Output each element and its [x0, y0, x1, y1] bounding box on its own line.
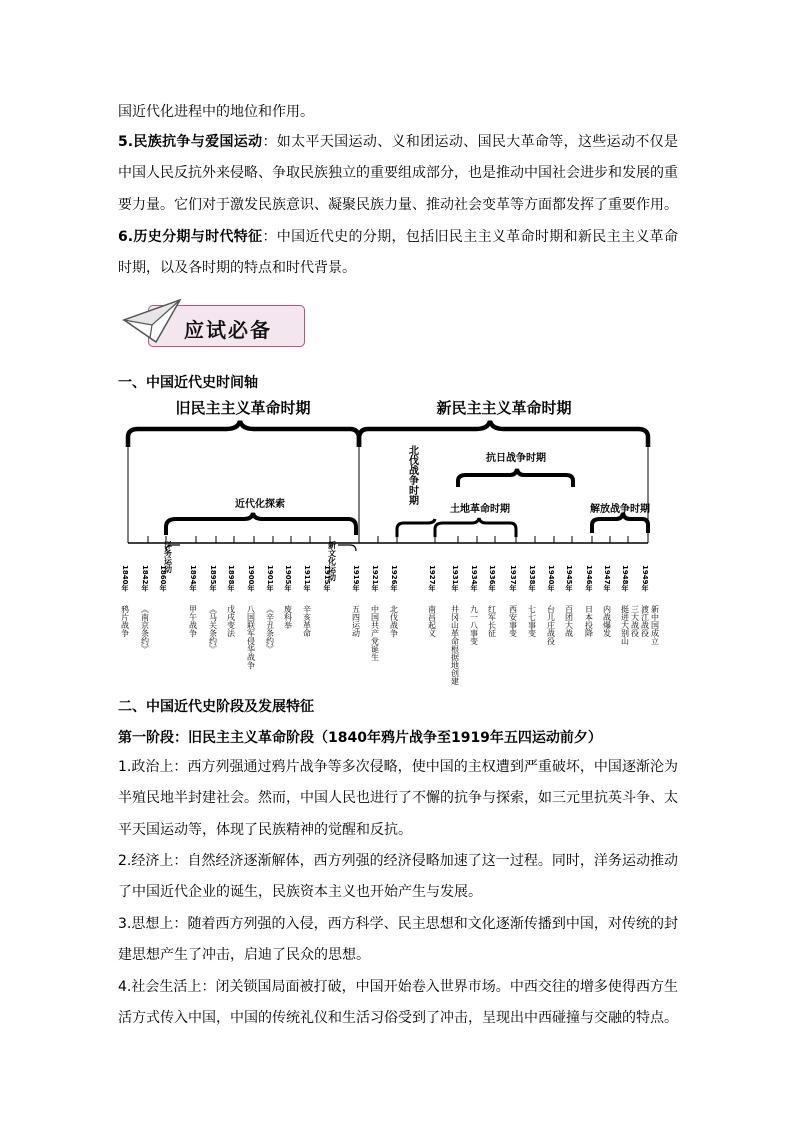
timeline-year-label: 1898年 [227, 565, 235, 592]
new-period-label: 新民主主义革命时期 [436, 399, 572, 417]
timeline-year-label: 1894年 [189, 565, 197, 592]
timeline-year-label: 1911年 [303, 565, 311, 592]
timeline-upper-event: 新文化运动 [327, 541, 337, 581]
timeline-event-label: 台儿庄战役 [546, 605, 556, 645]
stage-1-ideology: 3.思想上：随着西方列强的入侵，西方科学、民主思想和文化逐渐传播到中国，对传统的封建思想产生了冲击，启迪了民众的思想。 [118, 916, 678, 964]
timeline-event-label: 七七事变 [527, 605, 537, 637]
northern-expedition-brace [397, 519, 435, 537]
timeline-event-label: 甲午战争 [188, 605, 198, 637]
timeline-event-label: 百团大战 [564, 605, 574, 637]
timeline-event-label: 内战爆发 [602, 605, 612, 637]
northern-expedition-label: 北伐战争时期 [406, 445, 418, 505]
timeline-event-label: 八国联军侵华战争 [246, 605, 256, 669]
timeline-event-label: 新中国成立 [650, 605, 660, 645]
banner-label: 应试必备 [184, 318, 272, 342]
timeline-figure [110, 395, 670, 690]
stage-1-social-life: 4.社会生活上：闭关锁国局面被打破，中国开始卷入世界市场。中西交往的增多使得西方生活方式传入中国，中国的传统礼仪和生活习俗受到了冲击，呈现出中西碰撞与交融的特点。 [118, 979, 678, 1027]
modernization-brace [166, 513, 356, 535]
item-6-body: ：中国近代史的分期，包括旧民主主义革命时期和新民主主义革命时期，以及各时期的特点和时代背景。 [118, 229, 678, 277]
timeline-year-label: 1949年 [641, 565, 649, 592]
timeline-year-label: 1940年 [547, 565, 555, 592]
timeline-event-label: 西安事变 [508, 605, 518, 637]
anti-japan-brace [458, 469, 573, 487]
timeline-event-label: 辛亥革命 [302, 605, 312, 637]
timeline-event-label: 九一八事变 [469, 605, 479, 645]
timeline-event-label: 鸦片战争 [120, 605, 130, 637]
timeline-event-label: 废科举 [283, 605, 293, 629]
timeline-event-label: 戊戌变法 [226, 605, 236, 637]
timeline-year-label: 1842年 [141, 565, 149, 592]
timeline-year-label: 1900年 [247, 565, 255, 592]
timeline-event-label: 《辛丑条约》 [265, 605, 275, 653]
timeline-year-label: 1927年 [428, 565, 436, 592]
timeline-year-label: 1938年 [528, 565, 536, 592]
stage-1-politics: 1.政治上：西方列强通过鸦片战争等多次侵略，使中国的主权遭到严重破坏，中国逐渐沦为半殖民地半封建社会。然而，中国人民也进行了不懈的抗争与探索，如三元里抗英斗争、太平天国运动等，体现了民族精神的觉醒和反抗。 [118, 759, 678, 838]
timeline-year-label: 1926年 [390, 565, 398, 592]
timeline-event-label: 渡江战役 [640, 605, 650, 637]
timeline-event-label: 挺进大别山 [620, 605, 630, 645]
timeline-year-label: 1905年 [284, 565, 292, 592]
timeline-event-label: 《南京条约》 [140, 605, 150, 653]
liberation-label: 解放战争时期 [590, 504, 650, 515]
new-culture-bracket-right [338, 545, 356, 551]
timeline-year-label: 1948年 [621, 565, 629, 592]
timeline-year-label: 1946年 [585, 565, 593, 592]
timeline-upper-event: 洋务运动 [163, 541, 173, 573]
intro-line: 国近代化进程中的地位和作用。 [118, 104, 314, 120]
timeline-event-label: 日本投降 [584, 605, 594, 637]
land-revolution-brace [435, 518, 516, 537]
item-6-paragraph [118, 222, 678, 285]
timeline-year-label: 1934年 [470, 565, 478, 592]
land-revolution-label: 土地革命时期 [450, 504, 510, 515]
item-5-body: ：如太平天国运动、义和团运动、国民大革命等，这些运动不仅是中国人民反抗外来侵略、争取民族独立的重要组成部分，也是推动中国社会进步和发展的重要力量。它们对于激发民族意识、凝聚民族力量、推动社会变革等方面都发挥了重要作用。 [118, 134, 678, 213]
stage-1-economy: 2.经济上：自然经济逐渐解体，西方列强的经济侵略加速了这一过程。同时，洋务运动推动了中国近代企业的诞生，民族资本主义也开始产生与发展。 [118, 853, 678, 901]
item-5-paragraph [118, 127, 678, 221]
stage-1-heading: 第一阶段：旧民主主义革命阶段（1840年鸦片战争至1919年五四运动前夕） [118, 730, 602, 746]
timeline-event-label: 南昌起义 [427, 605, 437, 637]
timeline-event-label: 北伐战争 [389, 605, 399, 637]
timeline-year-label: 1901年 [266, 565, 274, 592]
timeline-event-label: 三大战役 [630, 605, 640, 637]
timeline-year-label: 1945年 [565, 565, 573, 592]
timeline-year-label: 1937年 [509, 565, 517, 592]
section-2-title: 二、中国近代史阶段及发展特征 [118, 699, 314, 715]
section-1-title: 一、中国近代史时间轴 [118, 375, 258, 391]
timeline-event-label: 五四运动 [351, 605, 361, 637]
timeline-event-label: 中国共产党诞生 [370, 605, 380, 661]
liberation-brace [592, 513, 648, 533]
old-period-label: 旧民主主义革命时期 [175, 399, 311, 417]
new-period-brace [359, 421, 648, 447]
timeline-year-label: 1921年 [371, 565, 379, 592]
timeline-year-label: 1840年 [121, 565, 129, 592]
timeline-event-label: 井冈山革命根据地创建 [450, 605, 460, 685]
timeline-year-label: 1895年 [209, 565, 217, 592]
timeline-event-label: 红军长征 [487, 605, 497, 637]
anti-japan-label: 抗日战争时期 [486, 453, 546, 464]
modernization-label: 近代化探索 [235, 499, 285, 510]
old-period-brace [128, 421, 359, 447]
timeline-year-label: 1931年 [451, 565, 459, 592]
paper-plane-icon [122, 298, 184, 348]
timeline-year-label: 1919年 [352, 565, 360, 592]
item-6-title: 6.历史分期与时代特征 [118, 229, 263, 245]
timeline-year-label: 1915年 [323, 565, 331, 592]
item-5-title: 5.民族抗争与爱国运动 [118, 134, 263, 150]
timeline-year-label: 1936年 [488, 565, 496, 592]
timeline-event-label: 《马关条约》 [208, 605, 218, 653]
timeline-year-label: 1860年 [159, 565, 167, 592]
timeline-year-label: 1947年 [603, 565, 611, 592]
